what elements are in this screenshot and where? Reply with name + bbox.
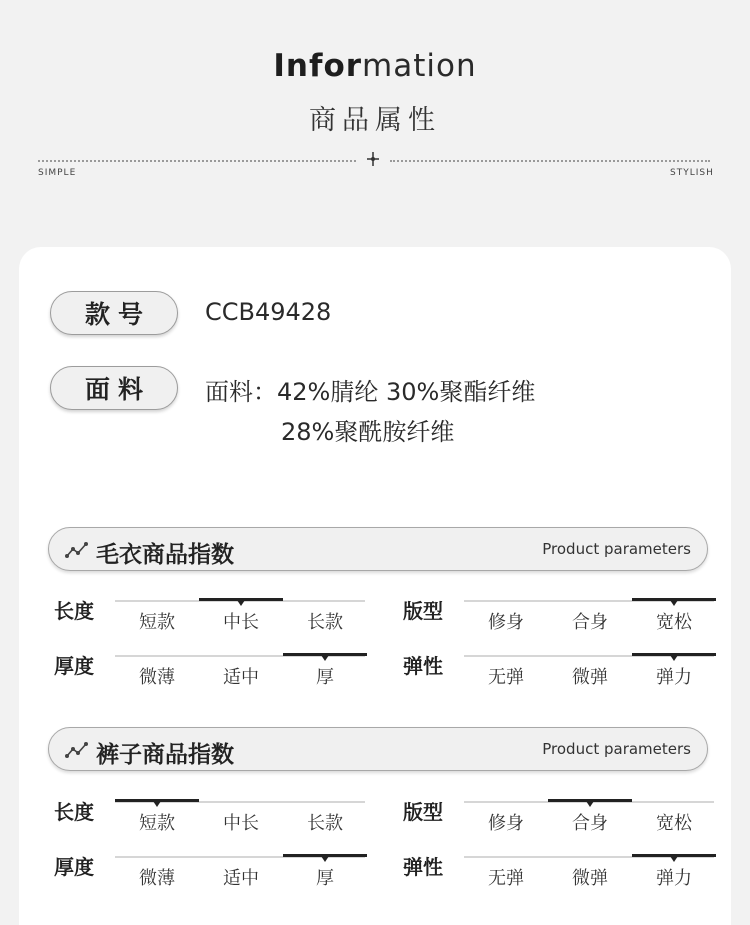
section-title: 毛衣商品指数 [96,542,234,568]
code-label-pill: 款号 [50,291,178,335]
scale-option: 中长 [223,813,259,834]
section-bar-pants [48,727,708,771]
page-title-en [0,48,750,84]
param-label: 长度 [54,800,94,824]
trend-line-icon [65,741,89,759]
scale-marker-icon [153,801,161,807]
param-scale [115,853,365,893]
scale-option: 微弹 [572,667,608,688]
param-label: 长度 [54,599,94,623]
info-header [0,0,750,250]
scale-option: 厚 [316,868,334,889]
param-scale [464,853,714,893]
scale-marker-icon [321,655,329,661]
attribute-card [19,247,731,925]
scale-option: 宽松 [656,813,692,834]
scale-marker-icon [321,856,329,862]
page-title-cn: 商品属性 [309,105,441,136]
section-bar-sweater [48,527,708,571]
section-subtitle: Product parameters [542,740,691,758]
scale-option: 弹力 [656,868,692,889]
scale-option: 修身 [488,612,524,633]
title-en-bold: Infor [273,48,363,84]
scale-option: 长款 [307,612,343,633]
scale-marker-icon [670,600,678,606]
code-value: CCB49428 [205,298,332,326]
section-title: 裤子商品指数 [96,742,234,768]
scale-option: 中长 [223,612,259,633]
scale-option: 微弹 [572,868,608,889]
scale-marker-icon [670,655,678,661]
scale-option: 微薄 [139,667,175,688]
param-label: 厚度 [54,855,94,879]
scale-marker-icon [586,801,594,807]
param-scale [464,652,714,692]
divider-right [390,160,710,162]
scale-option: 合身 [572,612,608,633]
scale-option: 长款 [307,813,343,834]
section-subtitle: Product parameters [542,540,691,558]
param-scale [464,597,714,637]
scale-option: 微薄 [139,868,175,889]
param-scale [115,798,365,838]
fabric-value-line1: 面料：42%腈纶 30%聚酯纤维 [205,378,536,406]
scale-marker-icon [670,856,678,862]
fabric-value-line2: 28%聚酰胺纤维 [281,418,455,446]
cross-ornament-icon [366,151,380,167]
scale-option: 弹力 [656,667,692,688]
title-en-light: mation [362,48,477,84]
scale-option: 无弹 [488,868,524,889]
scale-option: 合身 [572,813,608,834]
scale-option: 适中 [223,667,259,688]
fabric-label-pill: 面料 [50,366,178,410]
scale-marker-icon [237,600,245,606]
param-label: 版型 [403,599,443,623]
param-scale [115,597,365,637]
scale-option: 厚 [316,667,334,688]
param-label: 厚度 [54,654,94,678]
scale-option: 短款 [139,612,175,633]
scale-option: 修身 [488,813,524,834]
param-label: 弹性 [403,654,443,678]
param-scale [115,652,365,692]
param-label: 弹性 [403,855,443,879]
param-scale [464,798,714,838]
trend-line-icon [65,541,89,559]
scale-option: 无弹 [488,667,524,688]
scale-option: 宽松 [656,612,692,633]
tag-simple: SIMPLE [38,168,77,178]
param-label: 版型 [403,800,443,824]
scale-option: 短款 [139,813,175,834]
scale-option: 适中 [223,868,259,889]
divider-left [38,160,356,162]
tag-stylish: STYLISH [670,168,714,178]
